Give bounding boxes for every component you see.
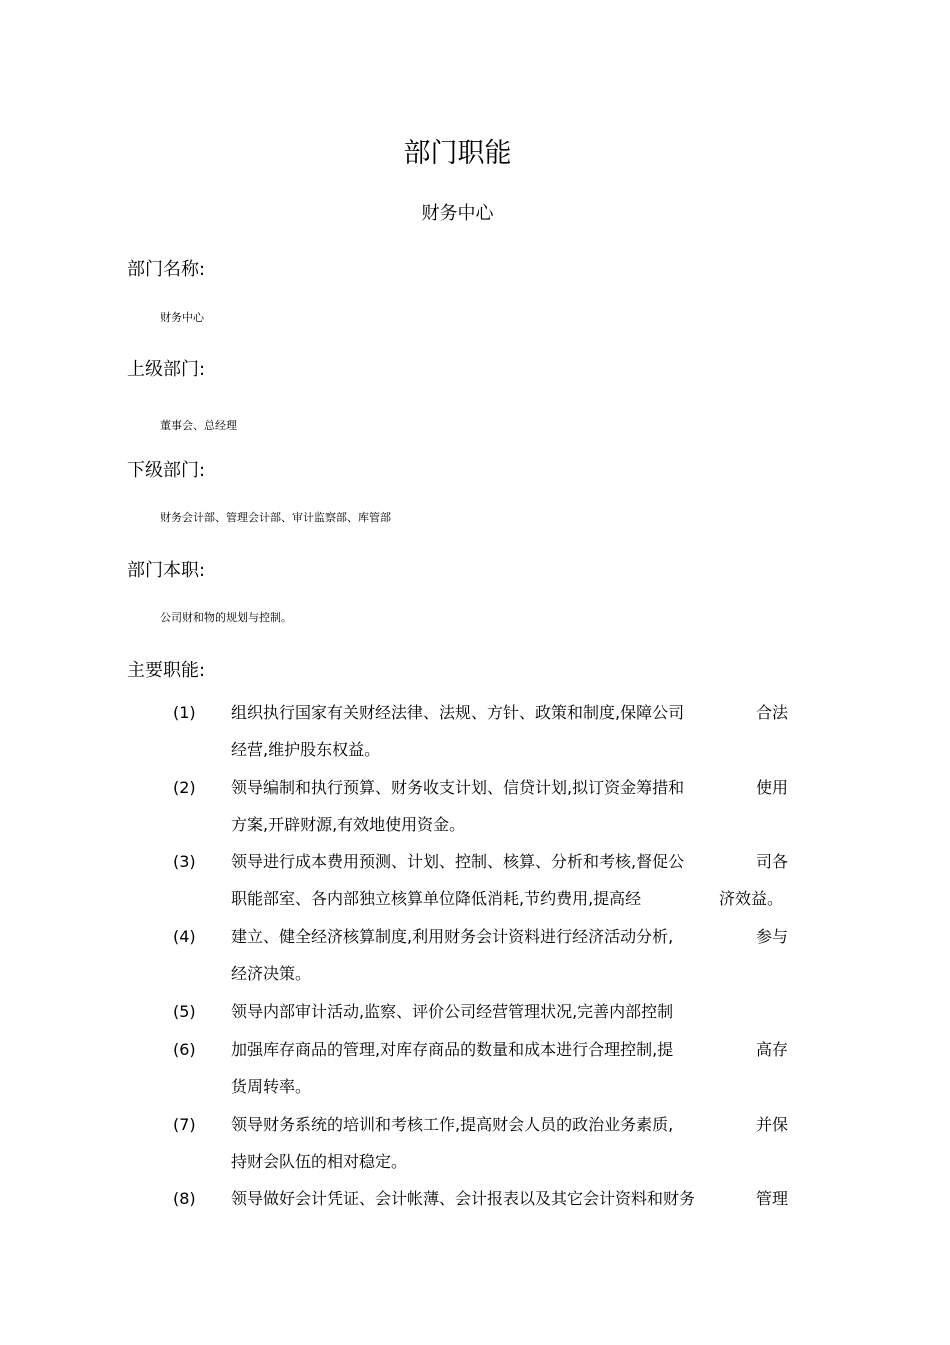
function-number: (6)	[173, 1040, 196, 1059]
function-text-line1: 领导编制和执行预算、财务收支计划、信贷计划,拟订资金筹措和	[231, 778, 685, 797]
function-text-line1: 领导进行成本费用预测、计划、控制、核算、分析和考核,督促公	[231, 852, 685, 871]
section-heading-name: 部门名称:	[127, 259, 206, 280]
function-text-line2: 经营,维护股东权益。	[231, 740, 381, 759]
function-text-line2: 经济决策。	[231, 964, 312, 983]
document-subtitle: 财务中心	[421, 203, 494, 224]
function-text-line1: 建立、健全经济核算制度,利用财务会计资料进行经济活动分析,	[231, 927, 674, 946]
function-text-tail2: 济效益。	[719, 889, 784, 908]
function-number: (1)	[173, 703, 196, 722]
function-text-tail1: 合法	[756, 703, 789, 722]
function-text-line1: 组织执行国家有关财经法律、法规、方针、政策和制度,保障公司	[231, 703, 685, 722]
section-heading-duty: 部门本职:	[127, 560, 206, 581]
function-text-line2: 方案,开辟财源,有效地使用资金。	[231, 815, 466, 834]
function-text-line2: 持财会队伍的相对稳定。	[231, 1152, 408, 1171]
function-text-line1: 领导内部审计活动,监察、评价公司经营管理状况,完善内部控制	[231, 1002, 674, 1021]
function-text-line2: 职能部室、各内部独立核算单位降低消耗,节约费用,提高经	[231, 889, 642, 908]
section-value-children: 财务会计部、管理会计部、审计监察部、库管部	[160, 511, 391, 524]
section-heading-functions: 主要职能:	[127, 660, 206, 681]
section-heading-parent: 上级部门:	[127, 359, 206, 380]
function-text-tail1: 参与	[756, 927, 789, 946]
function-text-tail1: 司各	[756, 852, 789, 871]
section-value-name: 财务中心	[160, 311, 204, 324]
function-text-line1: 加强库存商品的管理,对库存商品的数量和成本进行合理控制,提	[231, 1040, 674, 1059]
function-text-line1: 领导财务系统的培训和考核工作,提高财会人员的政治业务素质,	[231, 1115, 674, 1134]
function-number: (2)	[173, 778, 196, 797]
function-text-tail1: 管理	[756, 1189, 789, 1208]
section-heading-children: 下级部门:	[127, 460, 206, 481]
document-title: 部门职能	[403, 138, 512, 169]
function-number: (7)	[173, 1115, 196, 1134]
function-number: (5)	[173, 1002, 196, 1021]
function-text-line1: 领导做好会计凭证、会计帐薄、会计报表以及其它会计资料和财务	[231, 1189, 696, 1208]
function-text-line2: 货周转率。	[231, 1077, 312, 1096]
section-value-parent: 董事会、总经理	[160, 419, 237, 432]
function-number: (8)	[173, 1189, 196, 1208]
function-text-tail1: 高存	[756, 1040, 789, 1059]
function-number: (3)	[173, 852, 196, 871]
function-text-tail1: 并保	[756, 1115, 789, 1134]
function-text-tail1: 使用	[756, 778, 789, 797]
section-value-duty: 公司财和物的规划与控制。	[160, 611, 292, 624]
function-number: (4)	[173, 927, 196, 946]
